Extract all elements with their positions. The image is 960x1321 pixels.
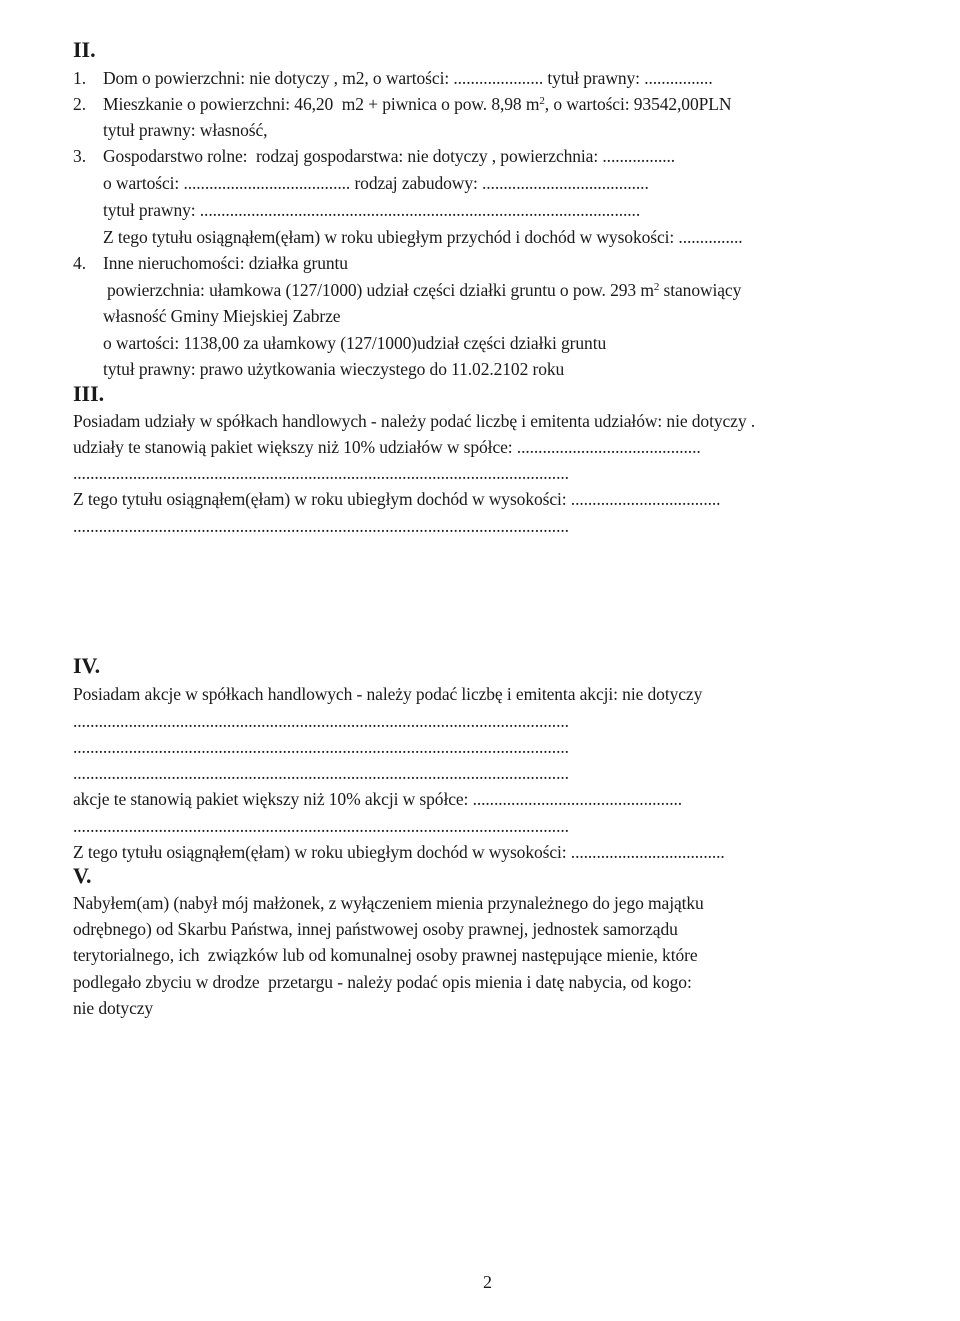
section-iv-line-5: akcje te stanowią pakiet większy niż 10% akcji w spółce: ................................................. [73,789,683,809]
section-iv-line-2: .................................................................................................................... [73,711,569,731]
section-heading-ii: II. [73,37,96,62]
section-iv-line-3: .................................................................................................................... [73,737,569,757]
section-v-line-3: terytorialnego, ich związków lub od komunalnej osoby prawnej następujące mienie, które [73,945,698,965]
section-iv-line-6: .................................................................................................................... [73,816,569,836]
item-number-1: 1. [73,68,87,88]
item-3-line-3: tytuł prawny: ....................................................................................................... [103,200,641,220]
item-4-superscript: 2 [653,281,660,293]
section-iv-line-4: .................................................................................................................... [73,763,569,783]
section-v-line-2: odrębnego) od Skarbu Państwa, innej państwowej osoby prawnej, jednostek samorządu [73,919,678,939]
item-2-line-2: tytuł prawny: własność, [103,120,268,140]
item-3-line-4: Z tego tytułu osiągnąłem(ęłam) w roku ubiegłym przychód i dochód w wysokości: ............... [103,227,743,247]
item-number-2: 2. [73,94,87,114]
item-2-superscript: 2 [539,95,545,107]
section-v-line-4: podlegało zbyciu w drodze przetargu - należy podać opis mienia i datę nabycia, od kogo: [73,972,692,992]
section-heading-v: V. [73,863,92,888]
item-3-line-1: Gospodarstwo rolne: rodzaj gospodarstwa: nie dotyczy , powierzchnia: ................. [103,146,676,166]
item-number-4: 4. [73,253,87,273]
page-number: 2 [483,1272,492,1292]
item-4-line-2 [107,280,741,300]
item-number-3: 3. [73,146,87,166]
section-v-line-5: nie dotyczy [73,998,154,1018]
item-4-text-a: powierzchnia: ułamkowa (127/1000) udział części działki gruntu o pow. 293 m [107,280,654,300]
section-iii-line-5: .................................................................................................................... [73,516,569,536]
section-v-line-1: Nabyłem(am) (nabył mój małżonek, z wyłączeniem mienia przynależnego do jego majątku [73,893,704,913]
section-heading-iv: IV. [73,653,101,678]
item-4-text-b: stanowiący [659,280,742,300]
item-2-line-1 [103,94,731,114]
section-iv-line-7: Z tego tytułu osiągnąłem(ęłam) w roku ubiegłym dochód w wysokości: .................................... [73,842,725,862]
section-iv-line-1: Posiadam akcje w spółkach handlowych - należy podać liczbę i emitenta akcji: nie dotyczy [73,684,703,704]
section-heading-iii: III. [73,381,105,406]
item-2-text-b: , o wartości: 93542,00PLN [544,94,732,114]
item-4-line-4: o wartości: 1138,00 za ułamkowy (127/1000)udział części działki gruntu [103,333,607,353]
item-4-line-1: Inne nieruchomości: działka gruntu [103,253,348,273]
item-2-text-a: Mieszkanie o powierzchni: 46,20 m2 + piwnica o pow. 8,98 m [103,94,540,114]
item-1-line: Dom o powierzchni: nie dotyczy , m2, o wartości: ..................... tytuł prawny: ................ [103,68,713,88]
item-3-line-2: o wartości: ....................................... rodzaj zabudowy: ....................................... [103,173,649,193]
section-iii-line-2: udziały te stanowią pakiet większy niż 10% udziałów w spółce: ........................................... [73,437,701,457]
section-iii-line-4: Z tego tytułu osiągnąłem(ęłam) w roku ubiegłym dochód w wysokości: ................................... [73,489,721,509]
section-iii-line-3: .................................................................................................................... [73,463,569,483]
item-4-line-5: tytuł prawny: prawo użytkowania wieczystego do 11.02.2102 roku [103,359,565,379]
item-4-line-3: własność Gminy Miejskiej Zabrze [103,306,341,326]
section-iii-line-1: Posiadam udziały w spółkach handlowych - należy podać liczbę i emitenta udziałów: nie dotyczy . [73,411,756,431]
